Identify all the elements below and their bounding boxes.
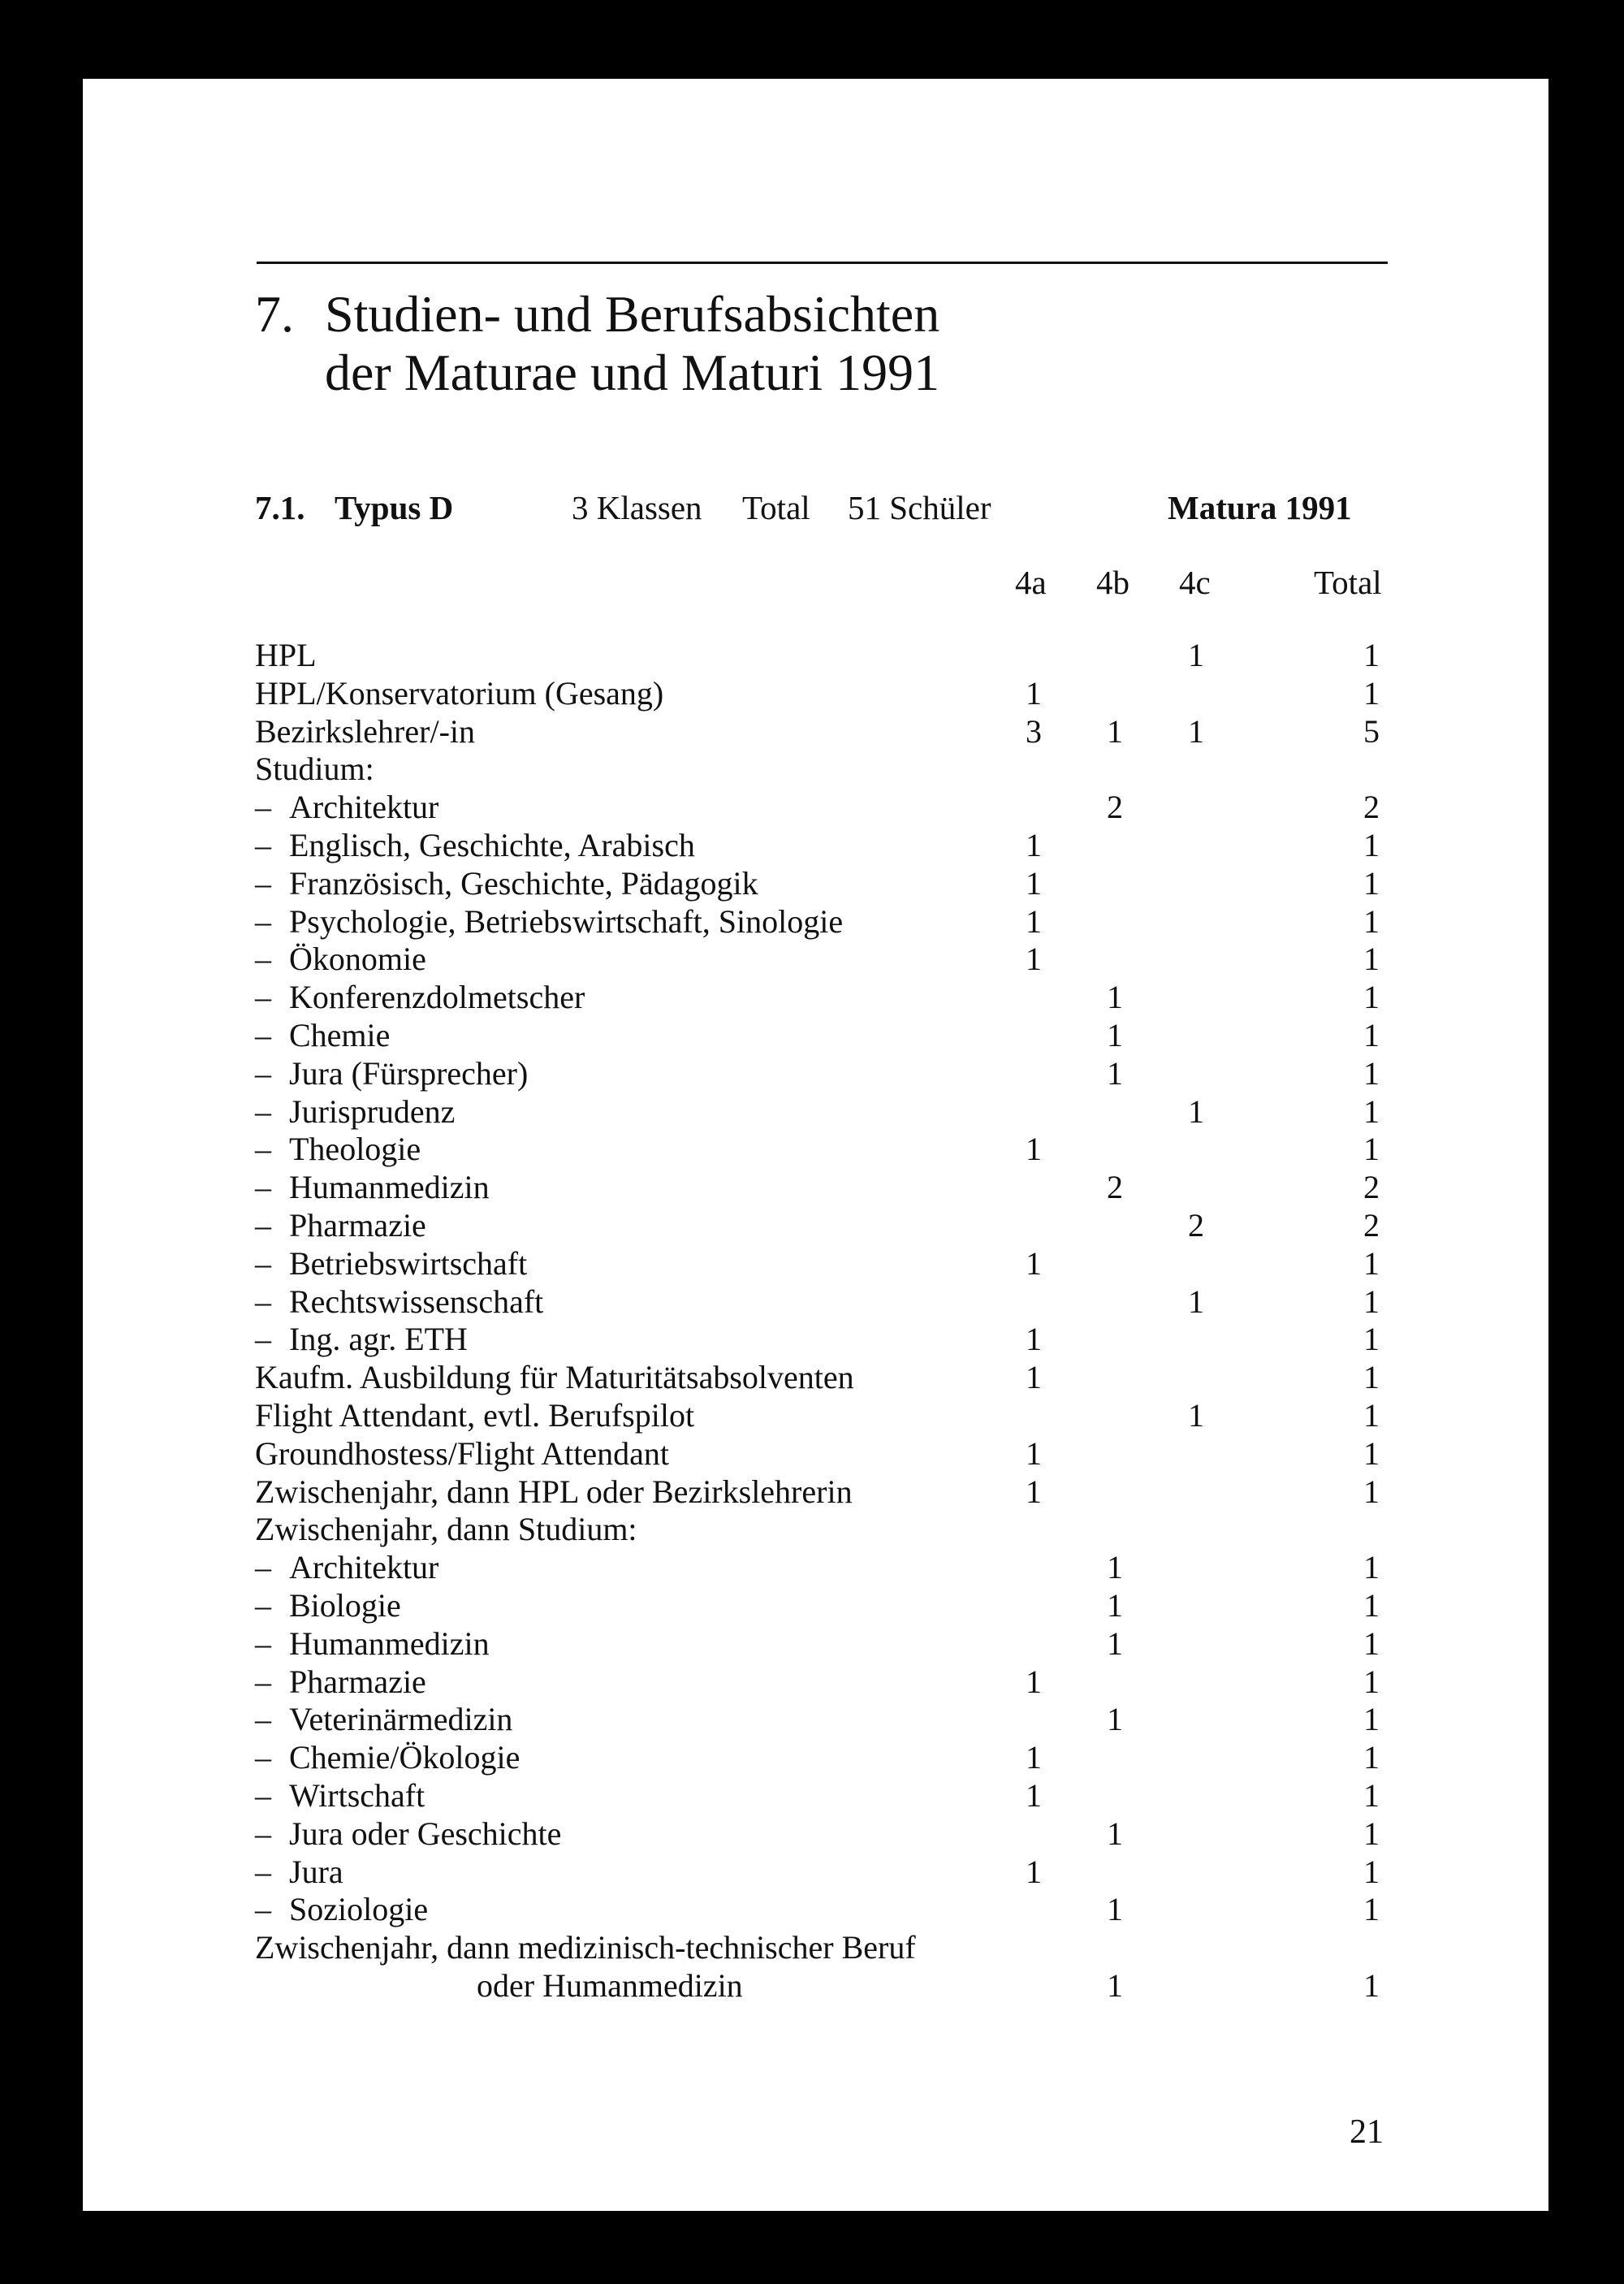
cell-4b: 1	[1107, 1586, 1123, 1624]
list-dash: –	[255, 1739, 271, 1776]
row-label: Englisch, Geschichte, Arabisch	[289, 826, 695, 863]
row-label: Pharmazie	[289, 1206, 426, 1244]
table-row	[83, 753, 1548, 791]
list-dash: –	[255, 1283, 271, 1320]
row-label: Flight Attendant, evtl. Berufspilot	[255, 1396, 695, 1434]
cell-4c: 2	[1188, 1206, 1204, 1244]
cell-total: 1	[1363, 1776, 1380, 1814]
row-label: Kaufm. Ausbildung für Maturitätsabsolventen	[255, 1359, 854, 1396]
table-row	[83, 902, 1548, 944]
table-row	[83, 981, 1548, 1019]
row-label: HPL/Konservatorium (Gesang)	[255, 674, 664, 712]
table-row	[83, 1206, 1548, 1248]
cell-total: 1	[1363, 1092, 1380, 1130]
table-row	[83, 1586, 1548, 1628]
cell-total: 1	[1363, 979, 1380, 1016]
row-label: Pharmazie	[289, 1663, 426, 1700]
table-row	[83, 712, 1548, 754]
table-row	[83, 1054, 1548, 1096]
matura-year: Matura 1991	[1168, 489, 1352, 526]
list-dash: –	[255, 1815, 271, 1852]
cell-total: 1	[1363, 864, 1380, 902]
row-label: Ing. agr. ETH	[289, 1321, 468, 1358]
table-row	[83, 1092, 1548, 1134]
cell-4a: 1	[1026, 1473, 1042, 1510]
cell-4a: 1	[1026, 1359, 1042, 1396]
cell-total: 1	[1363, 1016, 1380, 1053]
section-number: 7.	[255, 285, 294, 343]
row-label: Wirtschaft	[289, 1776, 425, 1814]
list-dash: –	[255, 1054, 271, 1092]
cell-4a: 1	[1026, 1663, 1042, 1700]
list-dash: –	[255, 902, 271, 940]
cell-4a: 1	[1026, 864, 1042, 902]
cell-total: 1	[1363, 1244, 1380, 1282]
cell-4a: 1	[1026, 941, 1042, 978]
subsection-type: Typus D	[335, 489, 454, 526]
cell-total: 1	[1363, 1321, 1380, 1358]
row-label: Betriebswirtschaft	[289, 1244, 528, 1282]
page-number: 21	[1350, 2113, 1384, 2151]
list-dash: –	[255, 1206, 271, 1244]
cell-4a: 1	[1026, 1739, 1042, 1776]
row-label: Rechtswissenschaft	[289, 1283, 544, 1320]
subsection-classes: 3 Klassen	[572, 489, 702, 526]
section-title-line-2: der Maturae und Maturi 1991	[325, 344, 940, 401]
row-label: Humanmedizin	[289, 1169, 490, 1206]
list-dash: –	[255, 1776, 271, 1814]
list-dash: –	[255, 1169, 271, 1206]
list-dash: –	[255, 1701, 271, 1738]
list-dash: –	[255, 864, 271, 902]
cell-4a: 1	[1026, 826, 1042, 863]
table-row	[83, 826, 1548, 867]
list-dash: –	[255, 1853, 271, 1890]
row-label: Jura	[289, 1853, 343, 1890]
cell-4b: 1	[1107, 1891, 1123, 1928]
row-label: Theologie	[289, 1131, 421, 1168]
table-row	[83, 1513, 1548, 1551]
table-row	[83, 1016, 1548, 1058]
cell-4a: 1	[1026, 1853, 1042, 1890]
list-dash: –	[255, 826, 271, 863]
table-row	[83, 943, 1548, 981]
row-label: Bezirkslehrer/-in	[255, 712, 475, 750]
column-header-4c: 4c	[1179, 564, 1211, 601]
row-label: Jura (Fürsprecher)	[289, 1054, 529, 1092]
cell-total: 1	[1363, 1739, 1380, 1776]
table-row	[83, 1133, 1548, 1171]
cell-4a: 1	[1026, 902, 1042, 940]
cell-4b: 1	[1107, 1966, 1123, 2004]
subsection-total-label: Total	[742, 489, 810, 526]
list-dash: –	[255, 1586, 271, 1624]
list-dash: –	[255, 789, 271, 826]
table-row	[83, 674, 1548, 716]
subsection-number: 7.1.	[255, 489, 305, 526]
table-row	[83, 1931, 1548, 1970]
cell-4b: 1	[1107, 712, 1123, 750]
cell-total: 2	[1363, 1169, 1380, 1206]
list-dash: –	[255, 1321, 271, 1358]
cell-4b: 2	[1107, 1169, 1123, 1206]
cell-total: 2	[1363, 789, 1380, 826]
cell-total: 1	[1363, 1624, 1380, 1662]
table-row	[83, 1893, 1548, 1931]
cell-total: 1	[1363, 1434, 1380, 1472]
cell-total: 1	[1363, 1131, 1380, 1168]
cell-total: 1	[1363, 1701, 1380, 1738]
document-page	[83, 79, 1548, 2211]
cell-total: 1	[1363, 1359, 1380, 1396]
cell-total: 1	[1363, 826, 1380, 863]
row-label: Groundhostess/Flight Attendant	[255, 1434, 669, 1472]
table-row	[83, 791, 1548, 829]
cell-4a: 1	[1026, 674, 1042, 712]
cell-total: 1	[1363, 1396, 1380, 1434]
cell-4b: 1	[1107, 1549, 1123, 1586]
table-row	[83, 1966, 1548, 2008]
table-row	[83, 1396, 1548, 1438]
table-row	[83, 864, 1548, 906]
row-label: HPL	[255, 637, 317, 673]
column-header-4b: 4b	[1096, 564, 1129, 601]
row-label: Jurisprudenz	[289, 1092, 456, 1130]
list-dash: –	[255, 1092, 271, 1130]
row-label: Soziologie	[289, 1891, 429, 1928]
row-label: Zwischenjahr, dann HPL oder Bezirkslehrerin	[255, 1473, 853, 1510]
table-row	[83, 1624, 1548, 1666]
cell-total: 1	[1363, 941, 1380, 978]
list-dash: –	[255, 1131, 271, 1168]
row-label: oder Humanmedizin	[477, 1966, 743, 2004]
table-row	[83, 639, 1548, 677]
cell-total: 1	[1363, 902, 1380, 940]
table-row	[83, 1853, 1548, 1894]
table-row	[83, 1551, 1548, 1590]
list-dash: –	[255, 1891, 271, 1928]
table-row	[83, 1741, 1548, 1780]
row-label: Studium:	[255, 751, 374, 788]
cell-4c: 1	[1188, 1396, 1204, 1434]
cell-4b: 1	[1107, 1054, 1123, 1092]
row-label: Chemie/Ökologie	[289, 1739, 520, 1776]
row-label: Jura oder Geschichte	[289, 1815, 562, 1852]
section-title-line-1: Studien- und Berufsabsichten	[325, 285, 940, 343]
row-label: Konferenzdolmetscher	[289, 979, 585, 1016]
cell-4b: 1	[1107, 1701, 1123, 1738]
cell-4a: 1	[1026, 1434, 1042, 1472]
cell-4b: 2	[1107, 789, 1123, 826]
cell-4c: 1	[1188, 637, 1204, 673]
cell-total: 1	[1363, 1283, 1380, 1320]
table-row	[83, 1323, 1548, 1361]
data-table	[83, 639, 1548, 2008]
cell-total: 1	[1363, 1586, 1380, 1624]
row-label: Psychologie, Betriebswirtschaft, Sinologie	[289, 902, 844, 940]
cell-4b: 1	[1107, 979, 1123, 1016]
list-dash: –	[255, 1624, 271, 1662]
cell-4a: 1	[1026, 1776, 1042, 1814]
row-label: Chemie	[289, 1016, 391, 1053]
column-header-total: Total	[1314, 564, 1382, 601]
cell-total: 5	[1363, 712, 1380, 750]
list-dash: –	[255, 979, 271, 1016]
table-row	[83, 1171, 1548, 1209]
table-row	[83, 1663, 1548, 1704]
cell-total: 1	[1363, 1853, 1380, 1890]
cell-total: 1	[1363, 1663, 1380, 1700]
list-dash: –	[255, 1244, 271, 1282]
row-label: Biologie	[289, 1586, 401, 1624]
cell-4c: 1	[1188, 712, 1204, 750]
row-label: Veterinärmedizin	[289, 1701, 513, 1738]
column-header-4a: 4a	[1015, 564, 1047, 601]
cell-4c: 1	[1188, 1092, 1204, 1130]
list-dash: –	[255, 941, 271, 978]
cell-total: 1	[1363, 674, 1380, 712]
table-row	[83, 1473, 1548, 1514]
table-row	[83, 1244, 1548, 1286]
cell-total: 2	[1363, 1206, 1380, 1244]
row-label: Französisch, Geschichte, Pädagogik	[289, 864, 758, 902]
table-row	[83, 1434, 1548, 1476]
row-label: Zwischenjahr, dann Studium:	[255, 1511, 637, 1548]
cell-4a: 3	[1026, 712, 1042, 750]
table-row	[83, 1361, 1548, 1399]
cell-4a: 1	[1026, 1321, 1042, 1358]
cell-total: 1	[1363, 1054, 1380, 1092]
subsection-students: 51 Schüler	[848, 489, 991, 526]
row-label: Zwischenjahr, dann medizinisch-technischer Beruf	[255, 1929, 916, 1966]
cell-total: 1	[1363, 1473, 1380, 1510]
list-dash: –	[255, 1016, 271, 1053]
cell-total: 1	[1363, 637, 1380, 673]
list-dash: –	[255, 1549, 271, 1586]
table-row	[83, 1283, 1548, 1324]
row-label: Ökonomie	[289, 941, 426, 978]
row-label: Architektur	[289, 789, 439, 826]
cell-total: 1	[1363, 1815, 1380, 1852]
cell-4a: 1	[1026, 1244, 1042, 1282]
table-row	[83, 1776, 1548, 1818]
table-row	[83, 1703, 1548, 1741]
table-row	[83, 1815, 1548, 1856]
row-label: Architektur	[289, 1549, 439, 1586]
section-rule	[257, 262, 1388, 264]
cell-4c: 1	[1188, 1283, 1204, 1320]
cell-total: 1	[1363, 1966, 1380, 2004]
list-dash: –	[255, 1663, 271, 1700]
row-label: Humanmedizin	[289, 1624, 490, 1662]
cell-total: 1	[1363, 1549, 1380, 1586]
cell-4a: 1	[1026, 1131, 1042, 1168]
cell-4b: 1	[1107, 1016, 1123, 1053]
cell-4b: 1	[1107, 1815, 1123, 1852]
cell-total: 1	[1363, 1891, 1380, 1928]
cell-4b: 1	[1107, 1624, 1123, 1662]
